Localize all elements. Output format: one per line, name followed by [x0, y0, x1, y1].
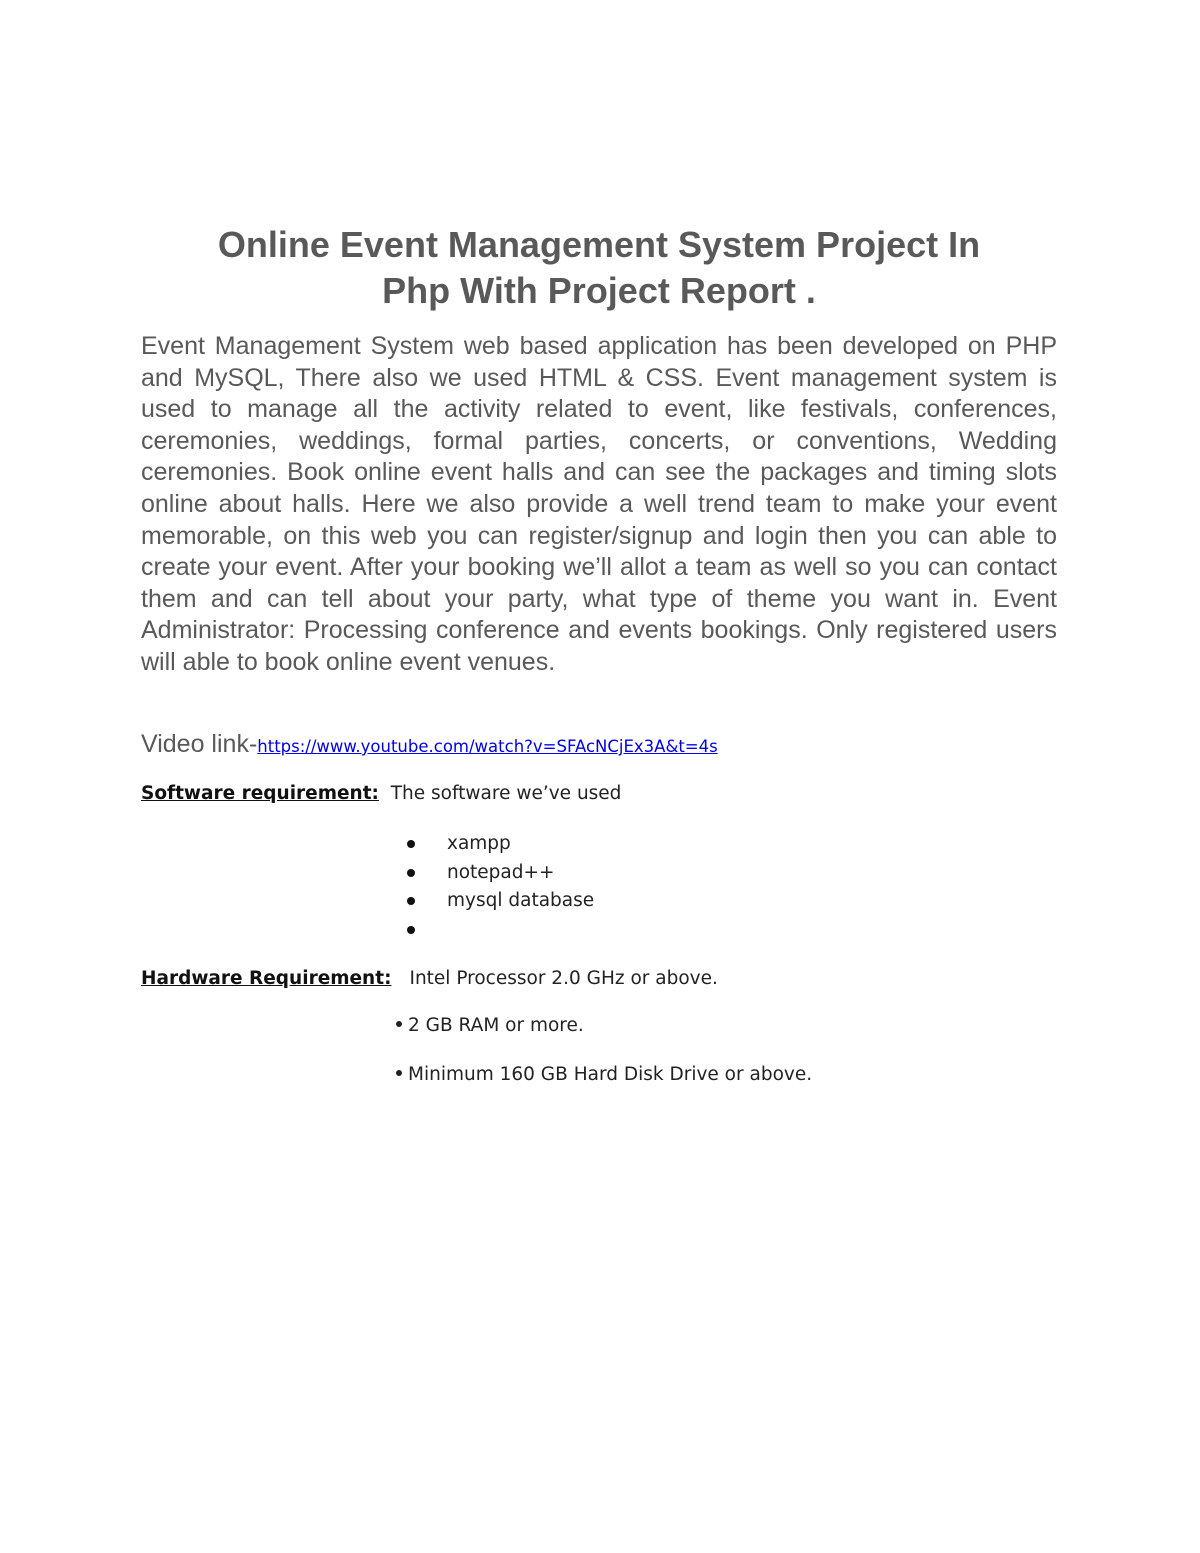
title-line-2: Php With Project Report .: [382, 270, 816, 311]
hardware-list-item: [396, 1012, 584, 1040]
document-title: [140, 222, 1058, 314]
title-line-1: Online Event Management System Project In: [217, 224, 981, 265]
list-item: [405, 859, 594, 888]
video-link-label: Video link-: [141, 730, 258, 758]
hardware-item-label: 2 GB RAM or more.: [408, 1015, 584, 1036]
list-item: [405, 830, 594, 859]
description-paragraph: Event Management System web based application has been developed on PHP and MySQL, There also we used HTML & CSS. Event management system is used to manage all the activity related to event, like festivals, conferences, ceremonies, weddings, formal parties, concerts, or conventions, Wedding ceremonies. Book online event halls and can see the packages and timing slots online about halls. Here we also provide a well trend team to make your event memorable, on this web you can register/signup and login then you can able to create your event. After your booking we’ll allot a team as well so you can contact them and can tell about your party, what type of theme you want in. Event Administrator: Processing conference and events bookings. Only registered users will able to book online event venues.: [141, 332, 1057, 676]
list-item: [405, 916, 594, 945]
bullet-icon: [407, 897, 415, 905]
software-list: [405, 830, 594, 944]
bullet-icon: [407, 869, 415, 877]
video-link-line: [141, 728, 718, 763]
software-item-label: xampp: [447, 833, 511, 854]
software-requirement-heading: Software requirement:: [141, 783, 379, 804]
hardware-requirement-line: [141, 965, 718, 993]
bullet-icon: [396, 1021, 402, 1027]
hardware-list-item: [396, 1061, 812, 1089]
bullet-icon: [396, 1070, 402, 1076]
bullet-icon: [407, 840, 415, 848]
software-intro: The software we’ve used: [390, 783, 622, 804]
software-item-label: notepad++: [447, 861, 555, 883]
video-link[interactable]: https://www.youtube.com/watch?v=SFAcNCjEx3A&t=4s: [257, 737, 718, 756]
bullet-icon: [407, 926, 415, 934]
hardware-item-label: Minimum 160 GB Hard Disk Drive or above.: [408, 1064, 813, 1085]
list-item: [405, 887, 594, 916]
software-requirement-line: [141, 780, 621, 808]
hardware-requirement-heading: Hardware Requirement:: [141, 968, 392, 989]
software-item-label: mysql database: [447, 890, 595, 911]
hardware-first-item: Intel Processor 2.0 GHz or above.: [409, 968, 718, 989]
